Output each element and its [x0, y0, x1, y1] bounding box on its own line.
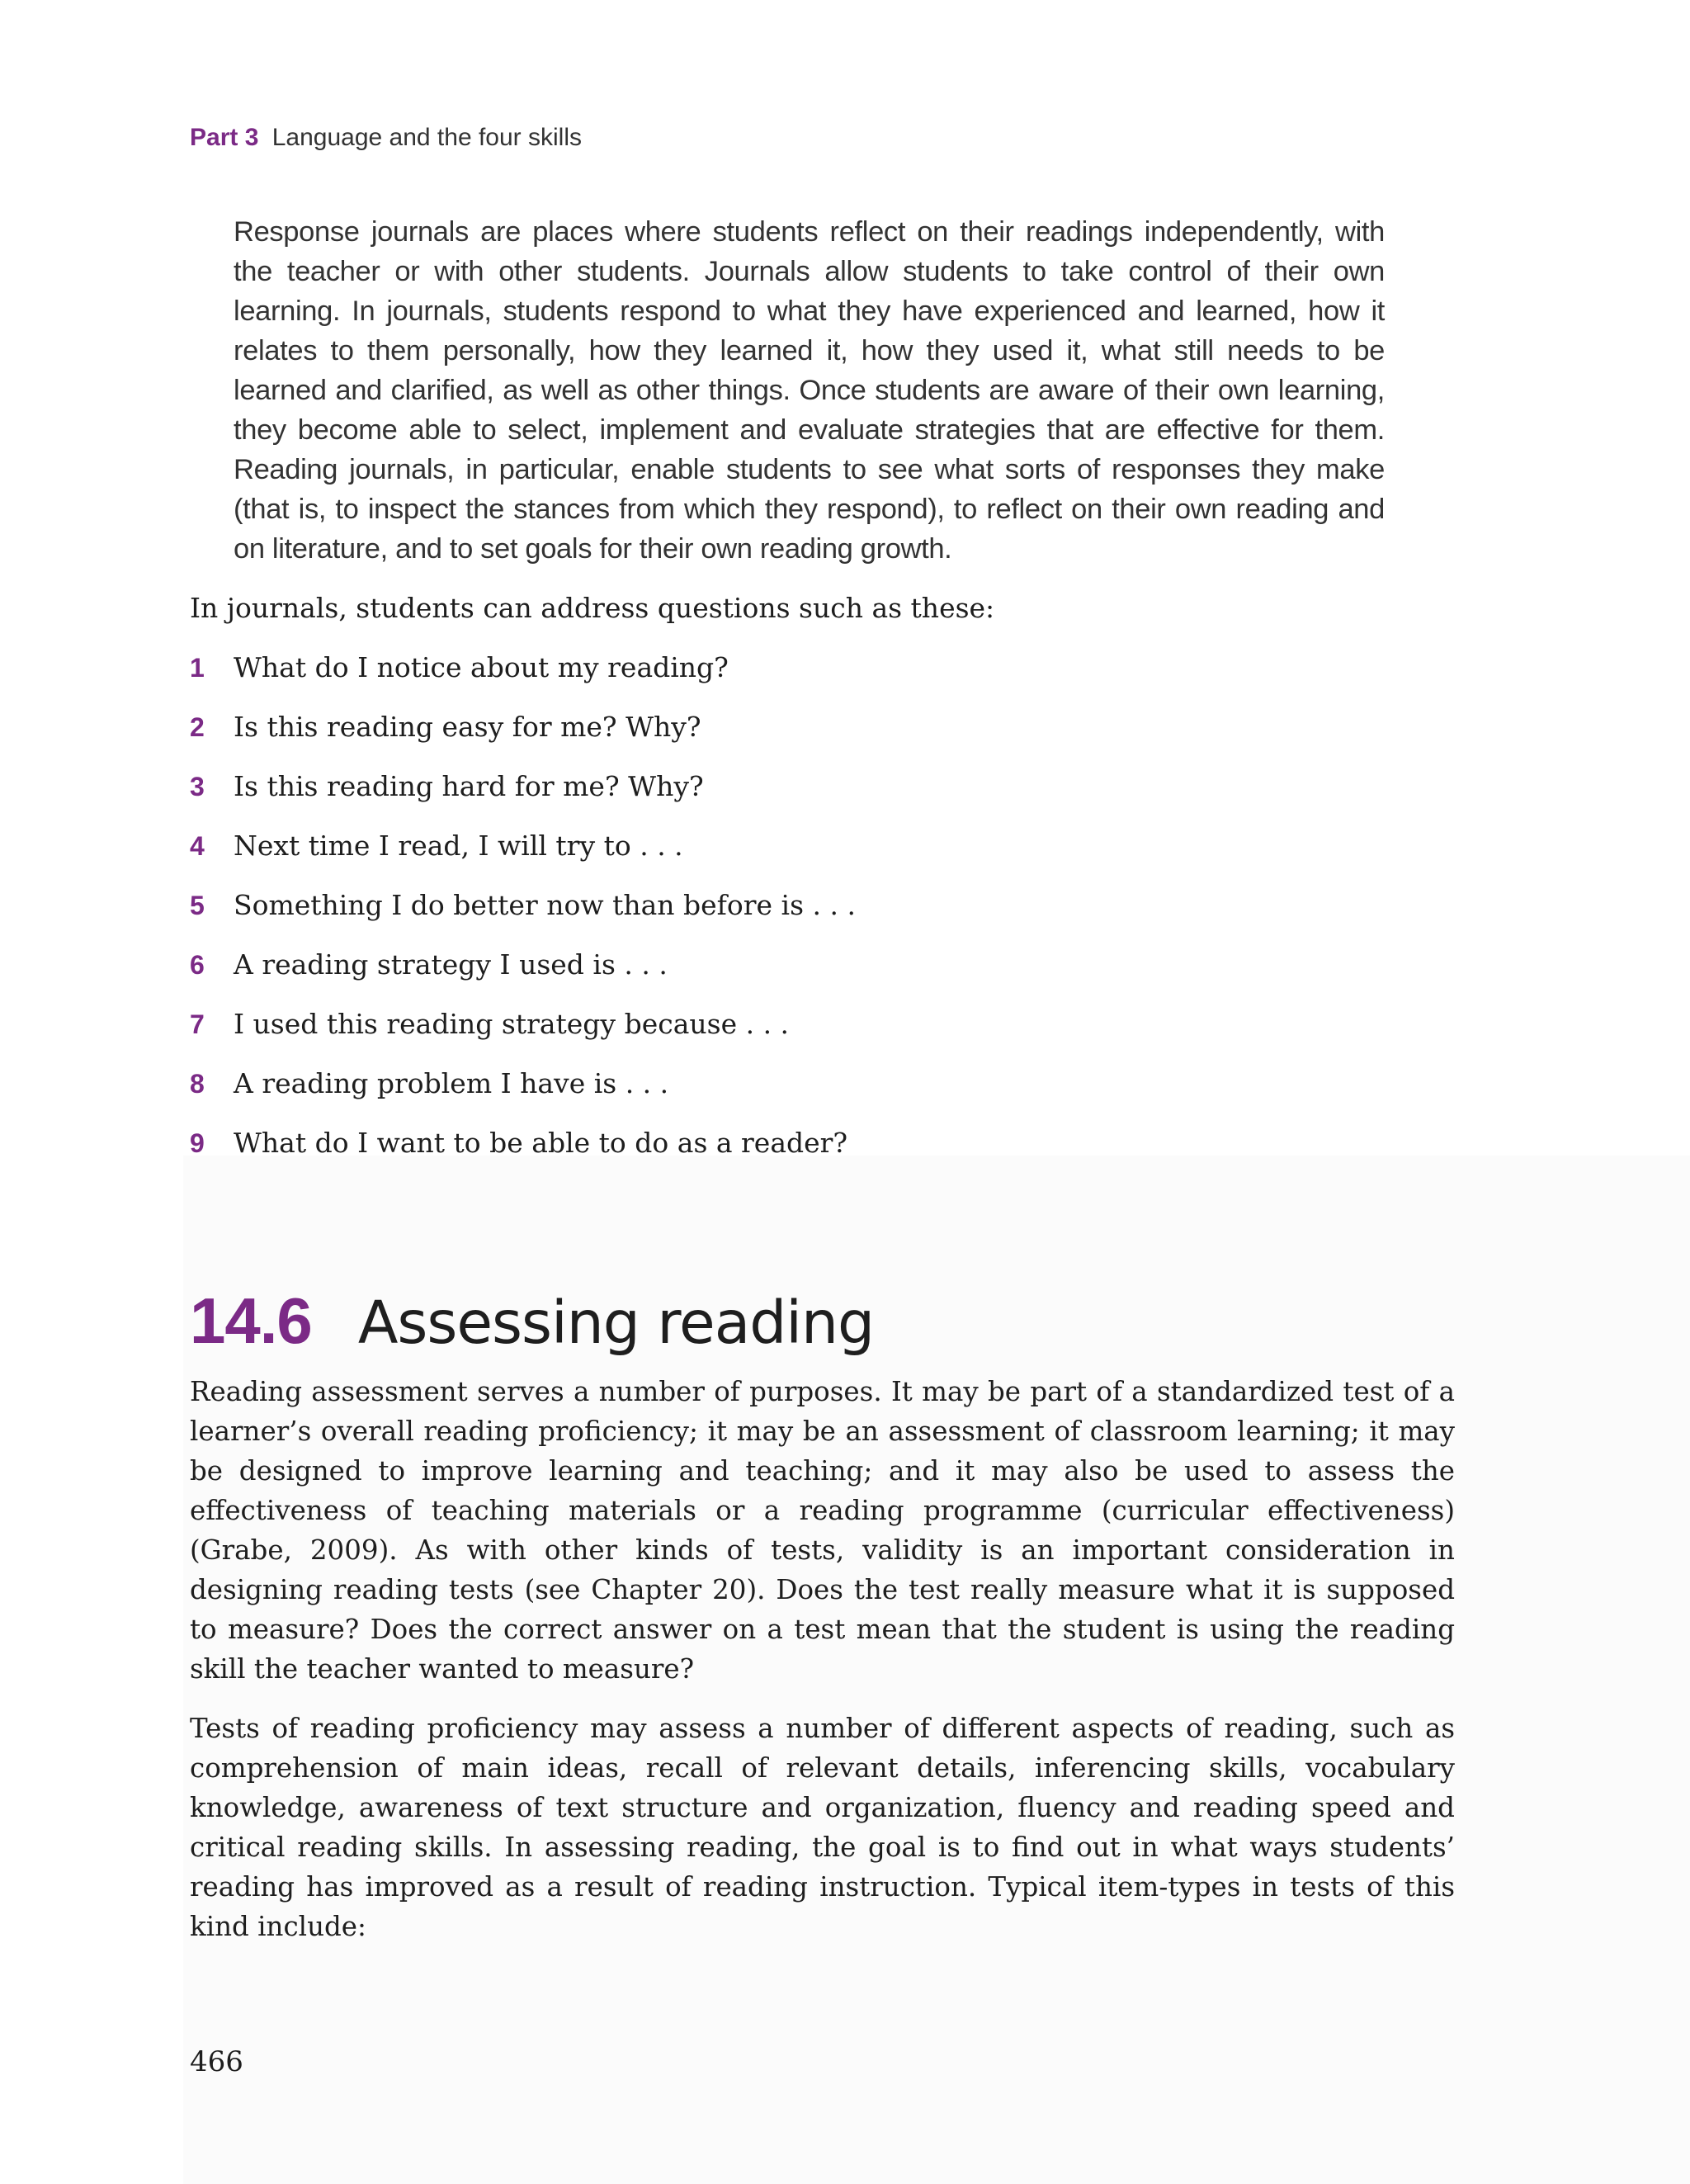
section-number: 14.6 — [190, 1284, 312, 1357]
list-item-text: What do I notice about my reading? — [234, 651, 729, 683]
list-item-text: What do I want to be able to do as a reader? — [234, 1127, 848, 1159]
list-item-number: 5 — [190, 891, 205, 920]
section-heading — [190, 1278, 874, 1380]
list-item-number: 2 — [190, 712, 205, 742]
list-item-text: A reading strategy I used is . . . — [234, 948, 668, 981]
list-item-text: A reading problem I have is . . . — [234, 1067, 669, 1099]
response-journals-quote: Response journals are places where students reflect on their readings independently, with the teacher or with other students. Journals allow students to take control of their own learning. In journals, students respond to what they have experienced and learned, how it relates to them personally, how they learned it, how they used it, what still needs to be learned and clarified, as well as other things. Once students are aware of their own learning, they become able to select, implement and evaluate strategies that are effective for them. Reading journals, in particular, enable students to see what sorts of responses they make (that is, to inspect the stances from which they respond), to reflect on their own reading and on literature, and to set goals for their own reading growth. — [234, 216, 1385, 565]
list-item-text: Something I do better now than before is . . . — [234, 889, 856, 921]
section-title: Assessing reading — [357, 1288, 875, 1357]
list-item-number: 7 — [190, 1009, 205, 1039]
list-item-number: 6 — [190, 950, 205, 980]
list-item-text: Next time I read, I will try to . . . — [234, 830, 683, 862]
page-number: 466 — [190, 2045, 243, 2078]
list-item-text: Is this reading hard for me? Why? — [234, 770, 704, 802]
running-head — [190, 124, 582, 152]
list-item-number: 3 — [190, 772, 205, 801]
running-head-title: Language and the four skills — [271, 124, 582, 151]
list-item-number: 4 — [190, 831, 205, 861]
questions-intro: In journals, students can address questions such as these: — [190, 592, 995, 624]
body-paragraph: Tests of reading proficiency may assess a number of different aspects of reading, such as comprehension of main ideas, recall of relevant details, inferencing skills, vocabulary knowledge, awareness of text structure and organization, fluency and reading speed and critical reading skills. In assessing reading, the goal is to find out in what ways students’ reading has improved as a result of reading instruction. Typical item-types in tests of this kind include: — [190, 1713, 1455, 1942]
list-item-number: 1 — [190, 653, 205, 683]
list-item-text: I used this reading strategy because . . . — [234, 1008, 790, 1040]
list-item-text: Is this reading easy for me? Why? — [234, 711, 701, 743]
running-head-part: Part 3 — [190, 124, 259, 151]
list-item-number: 9 — [190, 1128, 205, 1158]
list-item-number: 8 — [190, 1069, 205, 1099]
body-paragraph: Reading assessment serves a number of purposes. It may be part of a standardized test of a learner’s overall reading proficiency; it may be an assessment of classroom learning; it may be designed to improve learning and teaching; and it may also be used to assess the effectiveness of teaching materials or a reading programme (curricular effectiveness) (Grabe, 2009). As with other kinds of tests, validity is an important consideration in designing reading tests (see Chapter 20). Does the test really measure what it is supposed to measure? Does the correct answer on a test mean that the student is using the reading skill the teacher wanted to measure? — [190, 1376, 1455, 1685]
